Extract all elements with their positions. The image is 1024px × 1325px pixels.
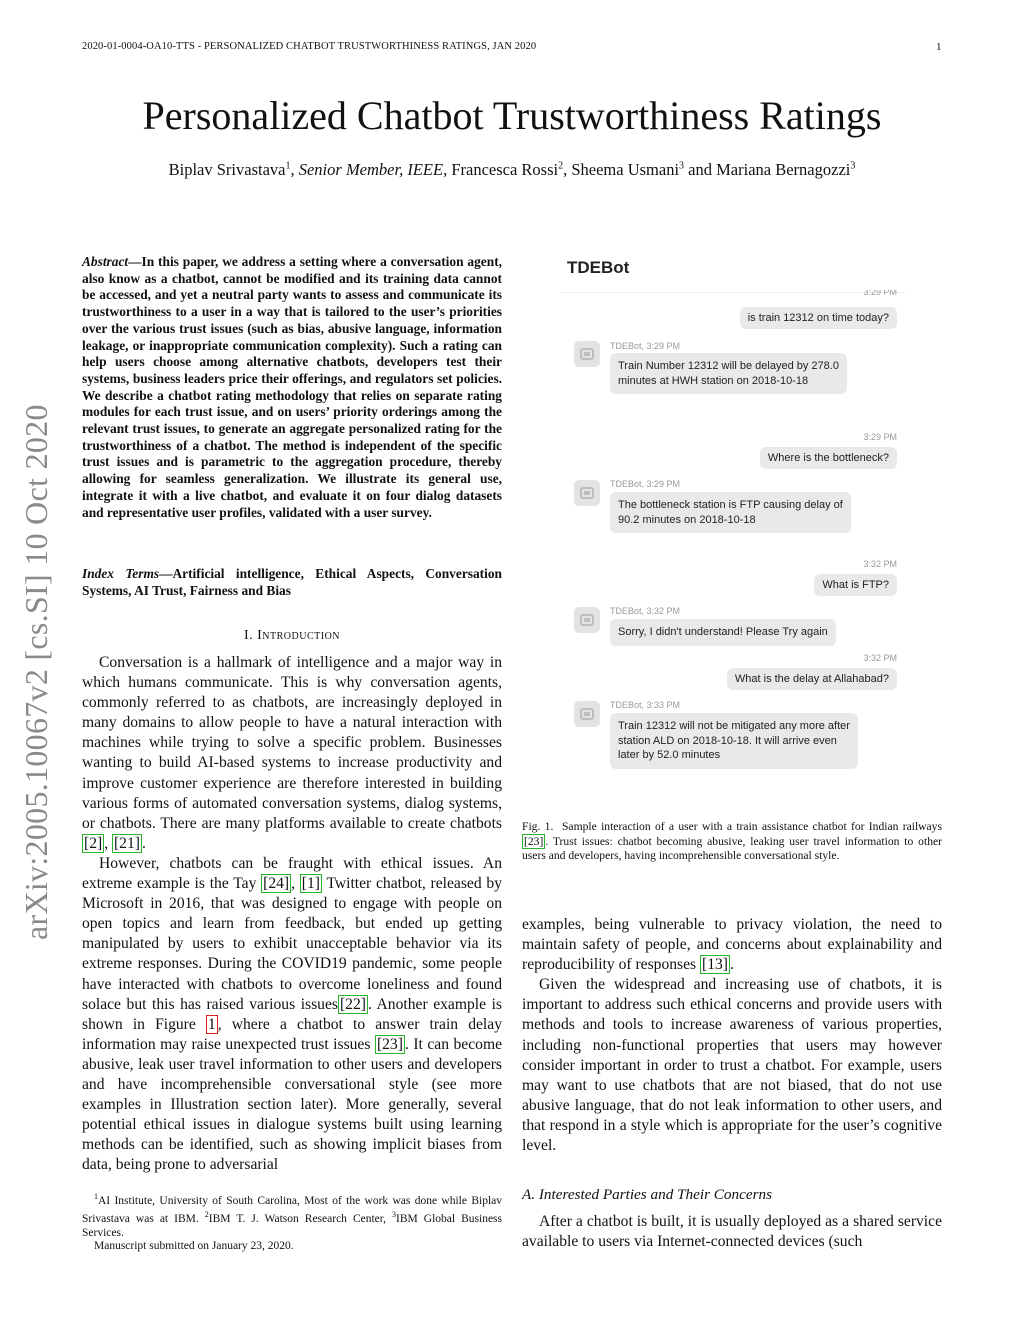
paragraph-text: ,: [291, 875, 300, 893]
footnote-submission-date: Manuscript submitted on January 23, 2020.: [94, 1240, 294, 1253]
bot-avatar-icon: [574, 701, 600, 727]
citation-link[interactable]: [2]: [84, 834, 103, 852]
subsection-heading: A. Interested Parties and Their Concerns: [522, 1186, 773, 1203]
caption-text: . Trust issues: chatbot becoming abusive, leaking user travel information to other users and developers, having incomprehensible conversational style.: [522, 834, 942, 863]
bot-message-line: Train Number 12312 will be delayed by 278.0: [618, 360, 839, 372]
citation-link[interactable]: [1]: [301, 875, 320, 893]
message-timestamp: 3:32 PM: [863, 653, 897, 663]
bot-message: [610, 492, 851, 533]
citation-link[interactable]: [23]: [376, 1035, 403, 1053]
paragraph-text: examples, being vulnerable to privacy violation, the need to maintain safety of people, and concerns about explainability and reproducibility of responses: [522, 916, 942, 974]
cut-timestamp: 3:29 PM: [863, 290, 897, 297]
author-affiliation-mark: 3: [850, 160, 856, 172]
abstract-label: Abstract: [82, 254, 129, 269]
footnote-text: IBM T. J. Watson Research Center,: [208, 1213, 393, 1226]
bot-message-line: 90.2 minutes on 2018-10-18: [618, 513, 756, 526]
bot-avatar-icon: [574, 480, 600, 506]
paragraph: [522, 915, 942, 975]
bot-message-line: later by 52.0 minutes: [618, 749, 721, 761]
author-name: Sheema Usmani: [571, 160, 680, 179]
divider: [560, 292, 905, 293]
citation-link[interactable]: [21]: [113, 834, 140, 852]
user-message: is train 12312 on time today?: [740, 307, 897, 329]
bot-message-meta: TDEBot, 3:33 PM: [610, 700, 681, 710]
paragraph-text: ,: [104, 834, 112, 852]
paragraph: Given the widespread and increasing use of chatbots, it is important to address such ethical concerns and provide users with methods and tools to increase awareness of various properties, including non-functional properties that users may however consider important in order to trust a chatbot. For example, users may want to use chatbots that are not biased, that do not use abusive language, that do not leak information to other users, and that respond in a style which is appropriate for the user’s cognitive level.: [522, 976, 942, 1155]
bot-message-line: station ALD on 2018-10-18. It will arrive even: [618, 734, 837, 747]
author-name: Francesca Rossi: [451, 160, 559, 179]
footnote-mark: 2: [204, 1210, 209, 1220]
message-timestamp: 3:32 PM: [863, 559, 897, 569]
paragraph-text: . It can become abusive, leak user travel information to other users and developers and have incomprehensible conversational style (see more examples in Illustration section later). More generally, several potential ethical issues in dialogue systems built using learning methods can be identified, such as showing implicit biases from data, being prone to adversarial: [82, 1035, 502, 1174]
paragraph: After a chatbot is built, it is usually deployed as a shared service available to users via Internet-connected devices (such: [522, 1213, 942, 1251]
figure-label: Fig. 1.: [522, 820, 554, 833]
author-name: Mariana Bernagozzi: [716, 160, 851, 179]
section-number: I.: [243, 628, 254, 643]
paragraph: [82, 653, 502, 854]
chatbot-name: TDEBot: [567, 258, 630, 277]
bot-message: [610, 619, 836, 646]
author-conjunction: and: [688, 160, 712, 179]
right-column-body: [522, 915, 942, 1156]
bot-message-line: Train 12312 will not be mitigated any more after: [618, 720, 850, 732]
user-message: What is FTP?: [814, 574, 897, 596]
paragraph: [82, 854, 502, 1176]
paragraph-text: However, chatbots can be fraught with ethical issues. An extreme example is the Tay: [82, 854, 502, 893]
bot-message: [610, 713, 858, 769]
bot-avatar-icon: [574, 341, 600, 367]
section-heading-introduction: [82, 628, 502, 644]
bot-message-line: The bottleneck station is FTP causing delay of: [618, 499, 843, 511]
bot-message-meta: TDEBot, 3:32 PM: [610, 606, 681, 616]
index-terms: [82, 566, 502, 599]
paragraph-text: .: [729, 956, 734, 974]
bot-message-line: Sorry, I didn't understand! Please Try again: [618, 626, 828, 638]
caption-text: Sample interaction of a user with a train assistance chatbot for Indian railways: [561, 820, 942, 833]
paragraph-text: Conversation is a hallmark of intelligence and a major way in which humans communicate. This is why conversation agents, commonly referred to as chatbots, are increasingly deployed in many domains to allow people to have a natural interaction with machines while trying to solve a specific problem. Businesses wanting to build AI-based systems to increase productivity and improve customer experience are therefore interested in building various forms of automated conversation systems, dialog systems, or chatbots. There are many platforms available to create chatbots: [82, 654, 502, 832]
user-message: What is the delay at Allahabad?: [727, 668, 897, 690]
footnote-mark: 3: [392, 1210, 397, 1220]
citation-link[interactable]: [24]: [263, 875, 290, 893]
citation-link[interactable]: [23]: [524, 834, 544, 848]
author-affiliation-mark: 2: [558, 160, 564, 172]
index-terms-text: —Artificial intelligence, Ethical Aspects, Conversation Systems, AI Trust, Fairness and Bias: [82, 566, 502, 598]
footnote-text: IBM Global Business Services.: [82, 1213, 502, 1239]
message-timestamp: 3:29 PM: [863, 432, 897, 442]
figure-chat-screenshot: [560, 250, 905, 790]
page-number: 1: [936, 41, 942, 53]
bot-avatar-icon: [574, 607, 600, 633]
abstract-text: —In this paper, we address a setting where a conversation agent, also know as a chatbot, cannot be modified and its training data cannot be accessed, and yet a neutral party wants to assess and communicate its trustworthiness to a user in a way that is tailored to the user’s priorities over the various trust issues (such as bias, abusive language, information leakage, or inappropriate communication complexity). Such a rating can help users choose among alternative chatbots, developers test their systems, business leaders price their offerings, and regulators set policies. We describe a chatbot rating methodology that relies on separate rating modules for each trust issue, and on users’ priority orderings among the relevant trust issues, to generate an aggregate personalized rating for the trustworthiness of a chatbot. The method is independent of the specific trust issues and is parametric to the aggregation procedure, thereby allowing for seamless generalization. We illustrate its general use, integrate it with a live chatbot, and evaluate it on four dialog datasets and representative user profiles, validated with a user survey.: [82, 254, 502, 520]
section-title: Introduction: [257, 628, 341, 643]
author-role: Senior Member, IEEE,: [298, 160, 448, 179]
figure-caption: [522, 820, 942, 864]
right-column-body-continued: [522, 1212, 942, 1252]
paragraph-text: Twitter chatbot, released by Microsoft in 2016, that was designed to engage with people on open topics and learn from feedback, but ended up getting manipulated by users to exhibit unacceptable behavior via its extreme responses. During the COVID19 pandemic, some people have interacted with chatbots to overcome loneliness and found solace but this has raised various issues: [82, 875, 502, 1013]
footnote: [82, 1190, 502, 1254]
bot-message: [610, 353, 847, 394]
citation-link[interactable]: [13]: [702, 956, 728, 974]
paper-title: Personalized Chatbot Trustworthiness Ratings: [142, 93, 882, 138]
author-affiliation-mark: 3: [679, 160, 685, 172]
bot-message-line: minutes at HWH station on 2018-10-18: [618, 374, 809, 387]
paragraph-text: , where a chatbot to answer train delay information may raise unexpected trust issues: [82, 1015, 502, 1053]
bot-message-meta: TDEBot, 3:29 PM: [610, 341, 681, 351]
abstract: [82, 254, 502, 521]
user-message: Where is the bottleneck?: [760, 447, 897, 469]
running-head: 2020-01-0004-OA10-TTS - PERSONALIZED CHATBOT TRUSTWORTHINESS RATINGS, JAN 2020: [82, 41, 537, 52]
footnote-affiliations: [82, 1190, 502, 1240]
introduction-body: [82, 653, 502, 1175]
citation-link[interactable]: [22]: [339, 995, 366, 1013]
bot-message-meta: TDEBot, 3:29 PM: [610, 479, 681, 489]
footnote-mark: 1: [94, 1192, 98, 1201]
author-name: Biplav Srivastava: [168, 160, 286, 179]
paragraph-text: .: [141, 834, 146, 852]
author-line: Biplav Srivastava$^1$, Senior Member, IEEE, Francesca Rossi$^2$, Sheema Usmani$^3$ and Mariana Bernagozzi$^3$: [168, 160, 856, 179]
author-affiliation-mark: 1: [285, 160, 291, 172]
index-terms-label: Index Terms: [82, 566, 160, 581]
arxiv-identifier-stamp: arXiv:2005.10067v2 [cs.SI] 10 Oct 2020: [18, 404, 54, 940]
figure-link[interactable]: 1: [207, 1015, 216, 1033]
paragraph-text: . Another example is shown in Figure: [82, 995, 502, 1033]
footnote-text: AI Institute, University of South Carolina, Most of the work was done while Biplav Srivastava was at IBM.: [82, 1194, 502, 1226]
